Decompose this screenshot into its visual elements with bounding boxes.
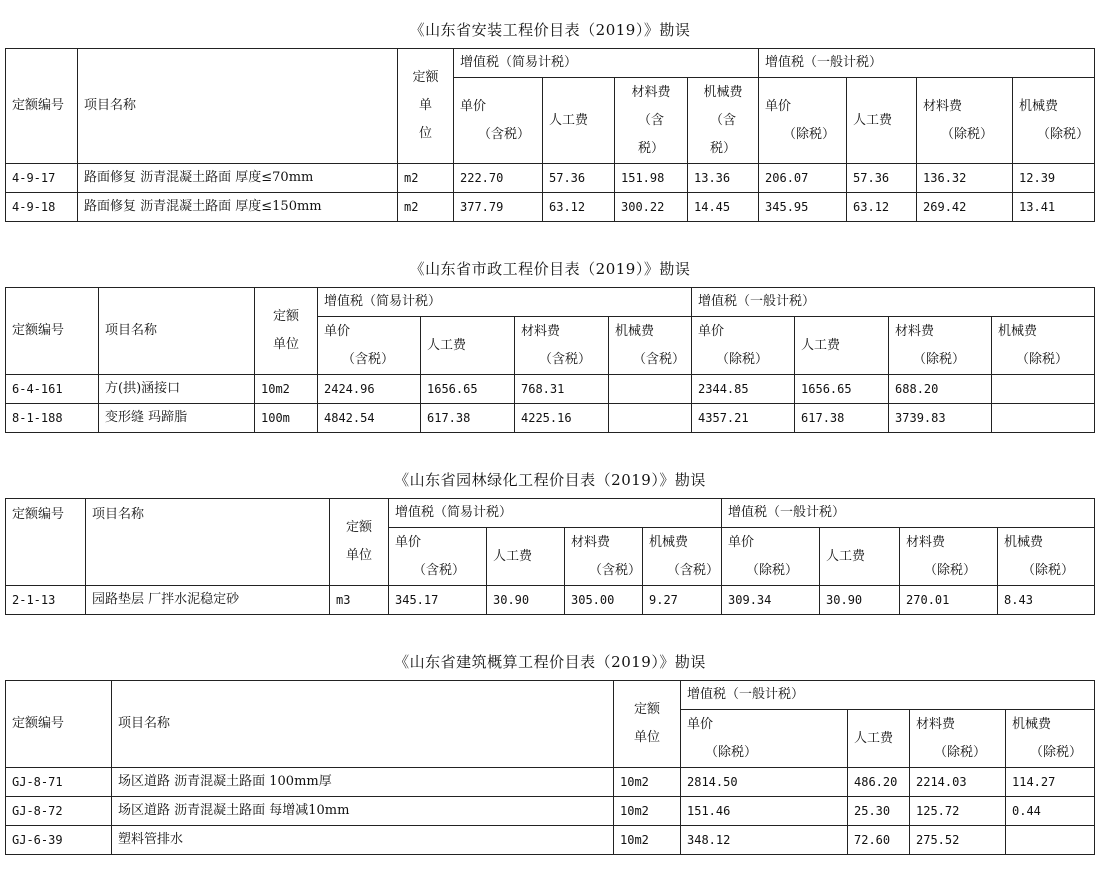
- cell-unit: 10m2: [614, 826, 681, 855]
- header-general-tax: 增值税（一般计税）: [681, 681, 1095, 710]
- header-general-material: 材料费 （除税）: [910, 710, 1006, 768]
- header-general-material: 材料费 （除税）: [889, 317, 992, 375]
- cell-general-price: 151.46: [681, 797, 848, 826]
- header-simple-price: 单价 （含税）: [389, 528, 487, 586]
- header-simple-labor: 人工费: [421, 317, 515, 375]
- cell-code: 6-4-161: [6, 375, 99, 404]
- cell-name: 变形缝 玛蹄脂: [99, 404, 255, 433]
- cell-code: 2-1-13: [6, 586, 86, 615]
- header-code: 定额编号: [6, 681, 112, 768]
- cell-simple-machine: [609, 375, 692, 404]
- cell-unit: m3: [330, 586, 389, 615]
- cell-general-machine: 12.39: [1013, 164, 1095, 193]
- cell-general-price: 206.07: [759, 164, 847, 193]
- header-name: 项目名称: [112, 681, 614, 768]
- cell-general-price: 4357.21: [692, 404, 795, 433]
- cell-general-labor: 1656.65: [795, 375, 889, 404]
- header-general-labor: 人工费: [848, 710, 910, 768]
- cell-simple-machine: 13.36: [688, 164, 759, 193]
- cell-general-machine: 13.41: [1013, 193, 1095, 222]
- header-simple-tax: 增值税（简易计税）: [454, 49, 759, 78]
- cell-general-material: 688.20: [889, 375, 992, 404]
- header-code: 定额编号: [6, 49, 78, 164]
- cell-general-machine: [1006, 826, 1095, 855]
- header-general-machine: 机械费 （除税）: [992, 317, 1095, 375]
- cell-name: 塑料管排水: [112, 826, 614, 855]
- table1-title: 《山东省安装工程价目表（2019）》勘误: [409, 21, 691, 39]
- cell-general-price: 345.95: [759, 193, 847, 222]
- header-code: 定额编号: [6, 499, 86, 586]
- header-simple-tax: 增值税（简易计税）: [318, 288, 692, 317]
- table4-title: 《山东省建筑概算工程价目表（2019）》勘误: [394, 653, 706, 671]
- header-unit: 定额 单 位: [398, 49, 454, 164]
- cell-simple-machine: 14.45: [688, 193, 759, 222]
- cell-general-machine: [992, 404, 1095, 433]
- cell-code: GJ-8-71: [6, 768, 112, 797]
- header-general-labor: 人工费: [820, 528, 900, 586]
- cell-name: 路面修复 沥青混凝土路面 厚度≤150mm: [78, 193, 398, 222]
- header-simple-material: 材料费 （含 税）: [615, 78, 688, 164]
- header-simple-labor: 人工费: [487, 528, 565, 586]
- header-simple-material: 材料费 （含税）: [515, 317, 609, 375]
- cell-simple-price: 2424.96: [318, 375, 421, 404]
- header-simple-machine: 机械费 （含 税）: [688, 78, 759, 164]
- building-estimate-price-table: [5, 680, 1095, 855]
- cell-general-material: 275.52: [910, 826, 1006, 855]
- cell-general-machine: 8.43: [998, 586, 1095, 615]
- header-simple-tax: 增值税（简易计税）: [389, 499, 722, 528]
- cell-name: 场区道路 沥青混凝土路面 100mm厚: [112, 768, 614, 797]
- header-general-price: 单价 （除税）: [759, 78, 847, 164]
- cell-unit: 10m2: [614, 768, 681, 797]
- cell-simple-material: 151.98: [615, 164, 688, 193]
- header-general-labor: 人工费: [847, 78, 917, 164]
- header-general-tax: 增值税（一般计税）: [759, 49, 1095, 78]
- table-row: [6, 404, 1095, 433]
- header-unit: 定额 单位: [614, 681, 681, 768]
- cell-general-labor: 72.60: [848, 826, 910, 855]
- cell-general-labor: 30.90: [820, 586, 900, 615]
- cell-simple-material: 305.00: [565, 586, 643, 615]
- header-simple-machine: 机械费 （含税）: [609, 317, 692, 375]
- cell-unit: 10m2: [614, 797, 681, 826]
- cell-general-labor: 63.12: [847, 193, 917, 222]
- header-general-machine: 机械费 （除税）: [1013, 78, 1095, 164]
- header-simple-machine: 机械费 （含税）: [643, 528, 722, 586]
- cell-name: 方(拱)涵接口: [99, 375, 255, 404]
- cell-simple-labor: 617.38: [421, 404, 515, 433]
- cell-simple-machine: 9.27: [643, 586, 722, 615]
- header-simple-price: 单价 （含税）: [454, 78, 543, 164]
- header-general-machine: 机械费 （除税）: [998, 528, 1095, 586]
- cell-general-labor: 486.20: [848, 768, 910, 797]
- table2-title: 《山东省市政工程价目表（2019）》勘误: [409, 260, 691, 278]
- cell-simple-machine: [609, 404, 692, 433]
- cell-name: 场区道路 沥青混凝土路面 每增减10mm: [112, 797, 614, 826]
- table-row: [6, 193, 1095, 222]
- cell-simple-price: 4842.54: [318, 404, 421, 433]
- header-general-material: 材料费 （除税）: [900, 528, 998, 586]
- header-general-price: 单价 （除税）: [681, 710, 848, 768]
- cell-simple-price: 377.79: [454, 193, 543, 222]
- cell-simple-material: 768.31: [515, 375, 609, 404]
- header-name: 项目名称: [99, 288, 255, 375]
- cell-code: 8-1-188: [6, 404, 99, 433]
- header-general-labor: 人工费: [795, 317, 889, 375]
- cell-general-labor: 25.30: [848, 797, 910, 826]
- header-unit: 定额 单位: [255, 288, 318, 375]
- header-name: 项目名称: [78, 49, 398, 164]
- table-row: [6, 826, 1095, 855]
- cell-simple-price: 222.70: [454, 164, 543, 193]
- header-code: 定额编号: [6, 288, 99, 375]
- cell-general-price: 2814.50: [681, 768, 848, 797]
- cell-code: 4-9-17: [6, 164, 78, 193]
- cell-general-price: 2344.85: [692, 375, 795, 404]
- header-simple-material: 材料费 （含税）: [565, 528, 643, 586]
- header-general-machine: 机械费 （除税）: [1006, 710, 1095, 768]
- table-row: [6, 586, 1095, 615]
- table-row: [6, 768, 1095, 797]
- header-general-price: 单价 （除税）: [692, 317, 795, 375]
- cell-simple-labor: 57.36: [543, 164, 615, 193]
- cell-general-material: 269.42: [917, 193, 1013, 222]
- cell-unit: m2: [398, 164, 454, 193]
- cell-name: 路面修复 沥青混凝土路面 厚度≤70mm: [78, 164, 398, 193]
- cell-unit: 100m: [255, 404, 318, 433]
- header-simple-labor: 人工费: [543, 78, 615, 164]
- header-simple-price: 单价 （含税）: [318, 317, 421, 375]
- cell-unit: m2: [398, 193, 454, 222]
- cell-simple-price: 345.17: [389, 586, 487, 615]
- table3-title: 《山东省园林绿化工程价目表（2019）》勘误: [394, 471, 706, 489]
- cell-name: 园路垫层 厂拌水泥稳定砂: [86, 586, 330, 615]
- cell-code: GJ-8-72: [6, 797, 112, 826]
- landscape-price-table: [5, 498, 1095, 615]
- cell-simple-material: 300.22: [615, 193, 688, 222]
- cell-code: GJ-6-39: [6, 826, 112, 855]
- cell-general-machine: [992, 375, 1095, 404]
- header-general-tax: 增值税（一般计税）: [692, 288, 1095, 317]
- header-name: 项目名称: [86, 499, 330, 586]
- cell-general-material: 270.01: [900, 586, 998, 615]
- cell-simple-material: 4225.16: [515, 404, 609, 433]
- header-general-tax: 增值税（一般计税）: [722, 499, 1095, 528]
- cell-simple-labor: 1656.65: [421, 375, 515, 404]
- header-general-price: 单价 （除税）: [722, 528, 820, 586]
- installation-price-table: [5, 48, 1095, 222]
- table-row: [6, 375, 1095, 404]
- header-unit: 定额 单位: [330, 499, 389, 586]
- table-row: [6, 797, 1095, 826]
- cell-general-material: 136.32: [917, 164, 1013, 193]
- cell-general-material: 3739.83: [889, 404, 992, 433]
- cell-general-price: 309.34: [722, 586, 820, 615]
- municipal-price-table: [5, 287, 1095, 433]
- cell-unit: 10m2: [255, 375, 318, 404]
- cell-general-labor: 617.38: [795, 404, 889, 433]
- cell-general-material: 2214.03: [910, 768, 1006, 797]
- cell-simple-labor: 30.90: [487, 586, 565, 615]
- cell-code: 4-9-18: [6, 193, 78, 222]
- cell-general-price: 348.12: [681, 826, 848, 855]
- cell-general-machine: 114.27: [1006, 768, 1095, 797]
- header-general-material: 材料费 （除税）: [917, 78, 1013, 164]
- table-row: [6, 164, 1095, 193]
- cell-general-machine: 0.44: [1006, 797, 1095, 826]
- cell-simple-labor: 63.12: [543, 193, 615, 222]
- cell-general-labor: 57.36: [847, 164, 917, 193]
- cell-general-material: 125.72: [910, 797, 1006, 826]
